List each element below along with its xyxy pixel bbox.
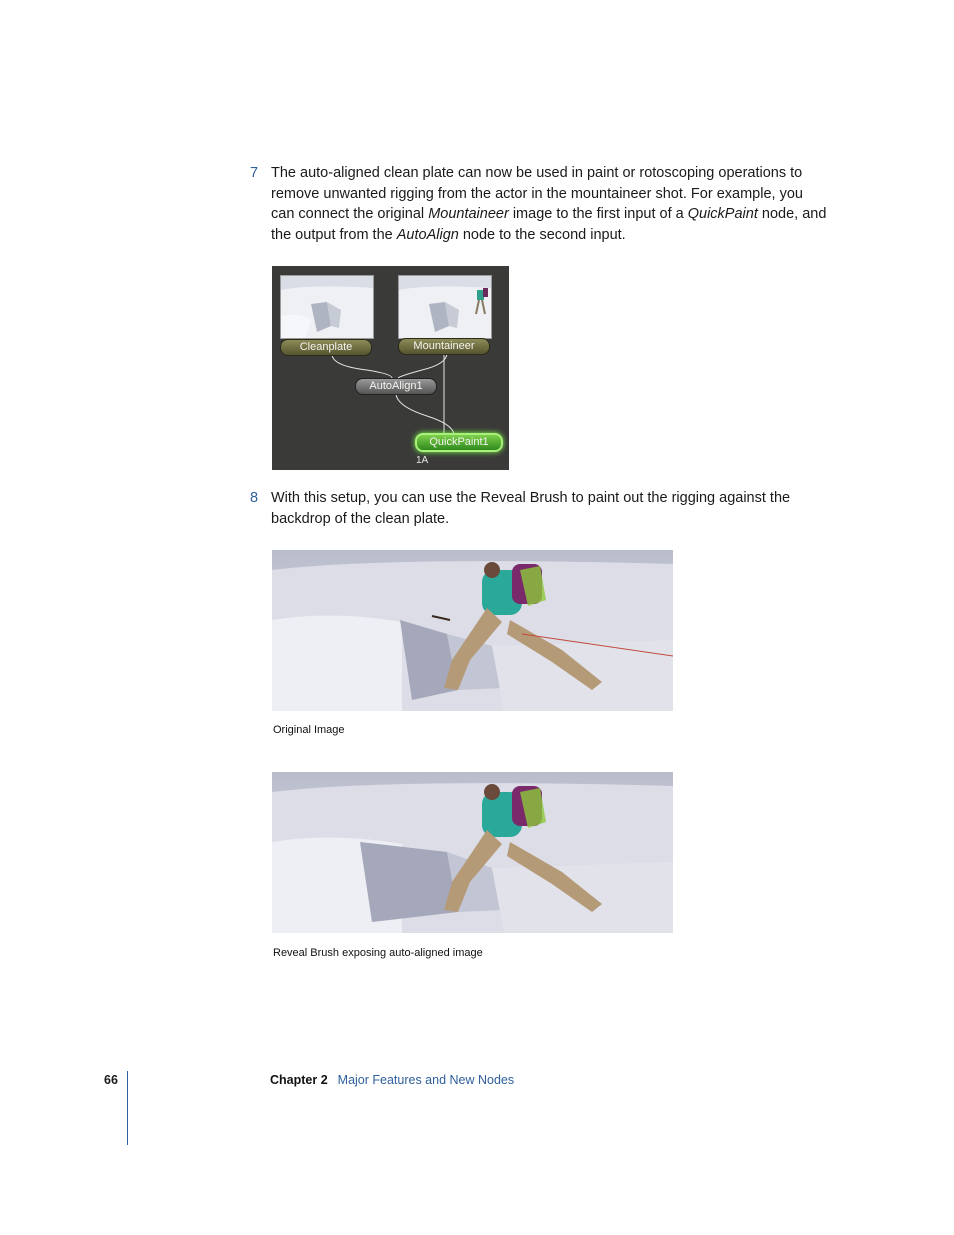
step-text-run: With this setup, you can use the Reveal Brush to paint out the rigging against the backdrop of the clean plate. <box>271 490 791 527</box>
autoalign-node: AutoAlign1 <box>355 378 437 395</box>
mountaineer-node: Mountaineer <box>398 338 490 355</box>
reveal-brush-image <box>272 772 673 933</box>
step-number: 7 <box>250 165 259 181</box>
step-8 <box>250 488 830 529</box>
mountaineer-thumbnail <box>398 275 492 339</box>
caption-reveal: Reveal Brush exposing auto-aligned image <box>273 947 483 959</box>
original-image <box>272 550 673 711</box>
step-text-run: image to the first input of a <box>508 206 688 222</box>
chapter-title: Major Features and New Nodes <box>337 1073 515 1087</box>
cleanplate-node: Cleanplate <box>280 339 372 356</box>
step-text-run: node to the second input. <box>458 226 626 243</box>
step-text-run: node, and the output from the <box>271 206 827 243</box>
step-text-emphasis: Mountaineer <box>428 206 509 222</box>
caption-original: Original Image <box>273 724 345 736</box>
chapter-label: Chapter 2 <box>270 1073 328 1087</box>
step-text-run: The auto-aligned clean plate can now be used in paint or rotoscoping operations to remove unwanted rigging from the actor in the mountaineer shot. For example, you can connect the original <box>271 165 803 222</box>
step-text-emphasis: AutoAlign <box>396 226 459 243</box>
step-text <box>271 163 830 245</box>
step-number: 8 <box>250 490 259 506</box>
cleanplate-thumbnail <box>280 275 374 339</box>
footer-rule <box>127 1071 128 1145</box>
quickpaint-sublabel: 1A <box>416 455 429 466</box>
quickpaint-node: QuickPaint1 <box>415 433 503 452</box>
step-text <box>271 488 830 529</box>
node-graph-screenshot <box>272 266 509 470</box>
page-number: 66 <box>104 1073 118 1087</box>
footer-chapter <box>270 1073 514 1087</box>
step-text-emphasis: QuickPaint <box>687 206 758 222</box>
step-7 <box>250 163 830 245</box>
